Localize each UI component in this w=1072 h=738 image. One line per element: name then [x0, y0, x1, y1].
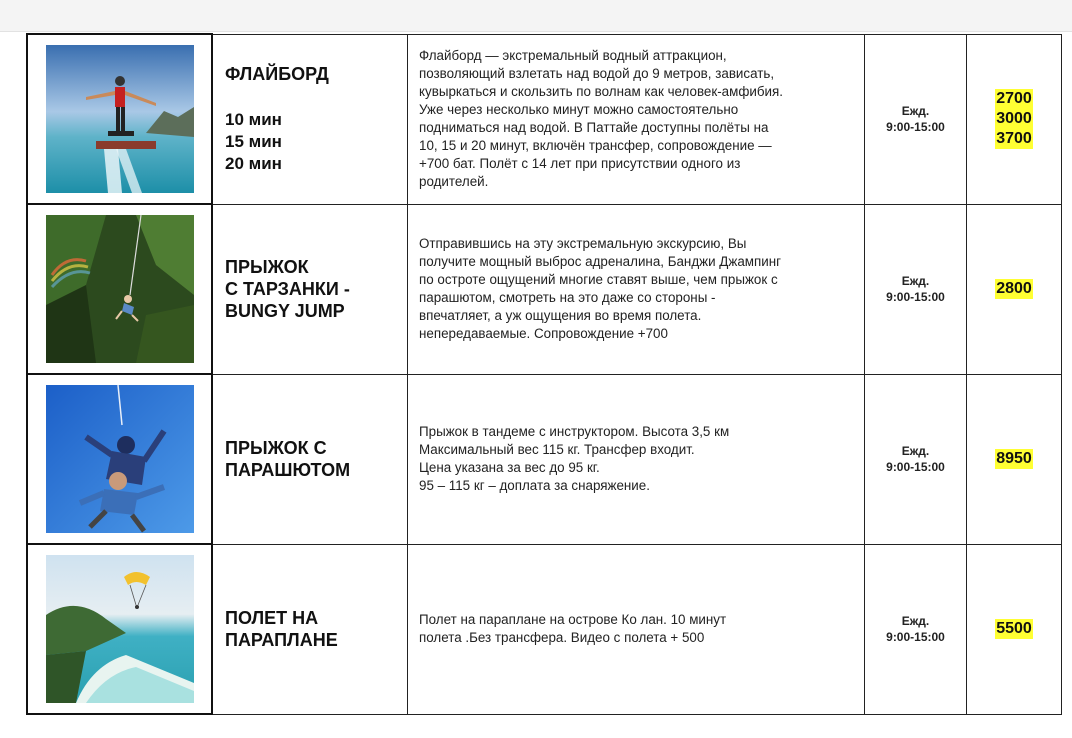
schedule-label: Ежд. [901, 614, 930, 628]
tour-description: Флайборд — экстремальный водный аттракцион, позволяющий взлетать над водой до 9 метров, зависать, кувыркаться и скользить по волнам как человек-амфибия. Уже через несколько минут можно самостоятельно подниматься над водой. В Паттайе доступны полёты на 10, 15 и 20 минут, включён трансфер, сопровождение — +700 бат. Полёт с 14 лет при присутствии одного из родителей. [419, 48, 783, 189]
flyboard-photo [46, 45, 194, 193]
image-cell [27, 204, 212, 374]
price-badge: 2800 [996, 280, 1032, 297]
description-cell [408, 34, 865, 204]
schedule-label: Ежд. [901, 104, 930, 118]
table-row [27, 204, 1062, 374]
image-cell [27, 544, 212, 714]
schedule-cell [865, 204, 967, 374]
tour-name: ПРЫЖОК С ПАРАШЮТОМ [225, 438, 351, 480]
schedule-time: 9:00-15:00 [886, 290, 945, 304]
page-top-band [0, 0, 1072, 32]
tour-durations: 10 мин 15 мин 20 мин [225, 110, 282, 173]
tour-name: ПРЫЖОК С ТАРЗАНКИ - BUNGY JUMP [225, 257, 350, 321]
description-cell [408, 374, 865, 544]
name-cell [212, 34, 408, 204]
schedule-label: Ежд. [901, 274, 930, 288]
tour-name: ПОЛЕТ НА ПАРАПЛАНЕ [225, 608, 338, 650]
schedule-label: Ежд. [901, 444, 930, 458]
tour-description: Прыжок в тандеме с инструктором. Высота 3,5 км Максимальный вес 115 кг. Трансфер входит. Цена указана за вес до 95 кг. 95 – 115 кг – доплата за снаряжение. [419, 424, 730, 493]
tour-description: Полет на параплане на острове Ко лан. 10 минут полета .Без трансфера. Видео с полета + 500 [419, 612, 727, 645]
table-row [27, 34, 1062, 204]
skydiving-photo [46, 385, 194, 533]
price-badge: 3000 [996, 110, 1032, 127]
schedule-cell [865, 544, 967, 714]
price-cell [967, 204, 1062, 374]
name-cell [212, 374, 408, 544]
bungee-jump-photo [46, 215, 194, 363]
schedule-cell [865, 34, 967, 204]
price-badge: 2700 [996, 90, 1032, 107]
table-row [27, 544, 1062, 714]
schedule-time: 9:00-15:00 [886, 630, 945, 644]
description-cell [408, 544, 865, 714]
schedule-cell [865, 374, 967, 544]
tours-table [26, 33, 1062, 715]
image-cell [27, 34, 212, 204]
name-cell [212, 204, 408, 374]
name-cell [212, 544, 408, 714]
schedule-time: 9:00-15:00 [886, 120, 945, 134]
tour-description: Отправившись на эту экстремальную экскурсию, Вы получите мощный выброс адреналина, Банджи Джампинг по остроте ощущений многие ставят выше, чем прыжок с парашютом, смотреть на это даже со стороны - впечатляет, а уж ощущения во время полета. непередаваемые. Сопровождение +700 [419, 236, 781, 341]
price-cell [967, 374, 1062, 544]
description-cell [408, 204, 865, 374]
price-badge: 8950 [996, 450, 1032, 467]
paragliding-photo [46, 555, 194, 703]
price-cell [967, 34, 1062, 204]
price-cell [967, 544, 1062, 714]
tour-name: ФЛАЙБОРД [225, 64, 329, 84]
table-row [27, 374, 1062, 544]
schedule-time: 9:00-15:00 [886, 460, 945, 474]
price-badge: 5500 [996, 620, 1032, 637]
price-badge: 3700 [996, 130, 1032, 147]
image-cell [27, 374, 212, 544]
